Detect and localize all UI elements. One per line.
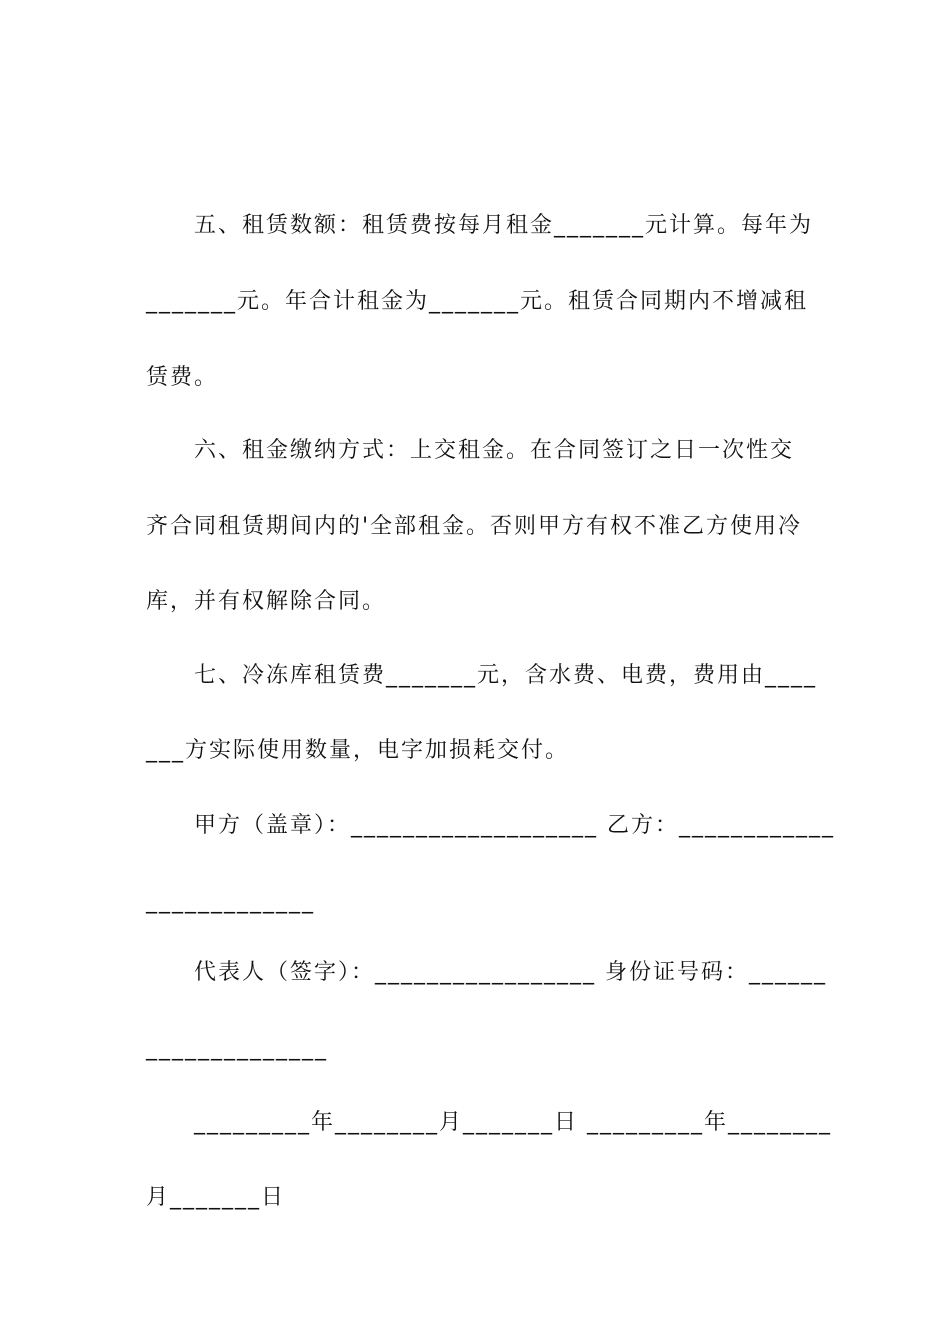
clause-6-line-3: 库，并有权解除合同。	[146, 589, 387, 614]
party-signature-line: 甲方（盖章）：___________________ 乙方：____________	[194, 813, 835, 838]
clause-7-line-1: 七、冷冻库租赁费_______元，含水费、电费，费用由____	[194, 663, 818, 688]
representative-signature-continuation: ______________	[146, 1036, 328, 1061]
clause-7-line-2: ___方实际使用数量，电字加损耗交付。	[146, 738, 570, 763]
party-signature-continuation: _____________	[146, 889, 315, 914]
date-continuation: 月_______日	[146, 1185, 286, 1210]
clause-6-line-1: 六、租金缴纳方式：上交租金。在合同签订之日一次性交	[194, 438, 795, 463]
representative-signature-line: 代表人（签字）：_________________ 身份证号码：______	[194, 960, 827, 985]
date-line: _________年________月_______日 _________年________	[194, 1110, 832, 1135]
clause-5-line-1: 五、租赁数额：租赁费按每月租金_______元计算。每年为	[194, 213, 814, 238]
clause-5-line-2: _______元。年合计租金为_______元。租赁合同期内不增减租	[146, 289, 809, 314]
clause-6-line-2: 齐合同租赁期间内的'全部租金。否则甲方有权不准乙方使用冷	[146, 514, 803, 539]
clause-5-line-3: 赁费。	[146, 365, 219, 390]
